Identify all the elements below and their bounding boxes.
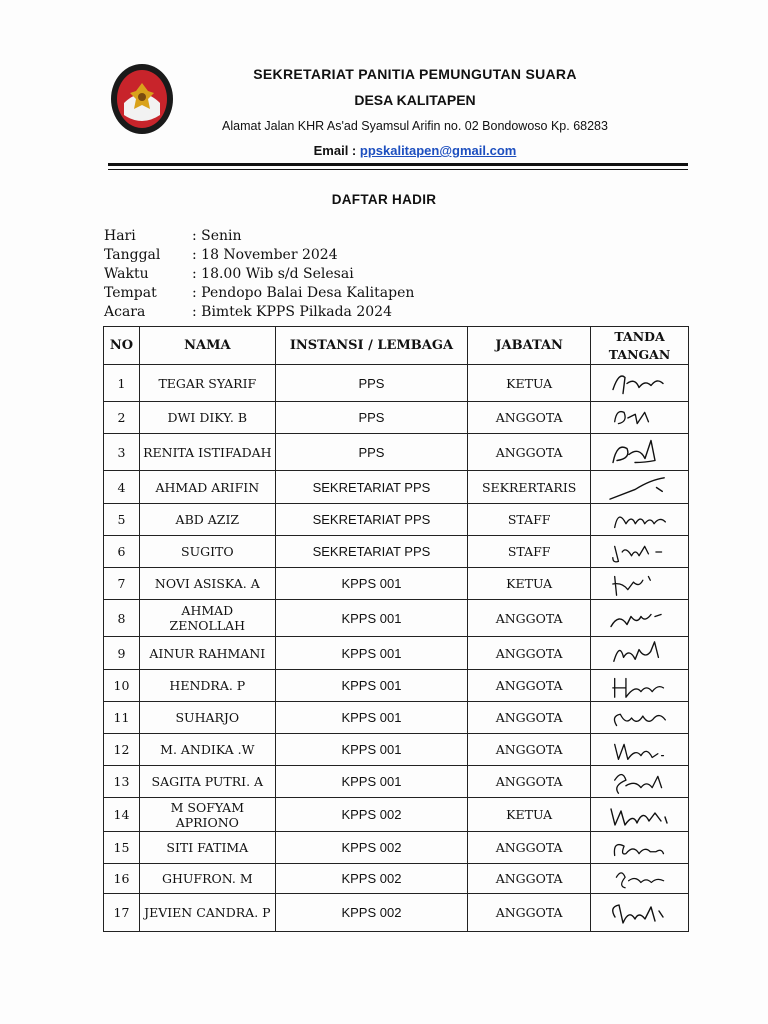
table-row [104,670,689,702]
info-label: Waktu [104,266,149,282]
row-nama: SITI FATIMA [139,832,275,864]
signature-mark [605,435,675,470]
row-signature [591,798,689,832]
row-signature [591,894,689,932]
info-value: : 18.00 Wib s/d Selesai [192,266,354,282]
signature-mark [605,403,675,433]
info-value: : Pendopo Balai Desa Kalitapen [192,285,415,301]
table-row [104,637,689,670]
row-instansi: PPS [275,365,468,402]
signature-mark [605,799,675,831]
row-jabatan: ANGGOTA [468,832,591,864]
row-instansi: KPPS 001 [275,766,468,798]
attendance-table [103,326,689,932]
row-number: 9 [104,637,140,670]
signature-mark [605,735,675,765]
row-instansi: KPPS 001 [275,702,468,734]
row-instansi: KPPS 001 [275,670,468,702]
row-number: 3 [104,434,140,471]
row-jabatan: ANGGOTA [468,766,591,798]
table-row [104,894,689,932]
row-signature [591,637,689,670]
row-number: 15 [104,832,140,864]
info-value: : Bimtek KPPS Pilkada 2024 [192,304,392,320]
row-number: 13 [104,766,140,798]
signature-mark [605,703,675,733]
row-nama: GHUFRON. M [139,864,275,894]
table-row [104,471,689,504]
row-signature [591,434,689,471]
row-instansi: PPS [275,434,468,471]
row-number: 10 [104,670,140,702]
header-nama: NAMA [139,327,275,365]
info-label: Acara [104,304,146,320]
row-number: 14 [104,798,140,832]
table-row [104,434,689,471]
row-signature [591,766,689,798]
header-jabatan: JABATAN [468,327,591,365]
signature-mark [605,569,675,599]
row-signature [591,536,689,568]
org-address: Alamat Jalan KHR As'ad Syamsul Arifin no. 02 Bondowoso Kp. 68283 [222,119,608,133]
table-row [104,734,689,766]
table-row [104,568,689,600]
row-jabatan: STAFF [468,536,591,568]
table-row [104,864,689,894]
row-jabatan: ANGGOTA [468,600,591,637]
row-signature [591,734,689,766]
row-instansi: KPPS 002 [275,894,468,932]
row-jabatan: ANGGOTA [468,894,591,932]
row-nama: JEVIEN CANDRA. P [139,894,275,932]
row-signature [591,670,689,702]
row-nama: SUHARJO [139,702,275,734]
table-row [104,365,689,402]
org-name: SEKRETARIAT PANITIA PEMUNGUTAN SUARA [253,66,577,82]
row-instansi: SEKRETARIAT PPS [275,471,468,504]
table-row [104,832,689,864]
document-title: DAFTAR HADIR [331,192,437,207]
row-jabatan: ANGGOTA [468,670,591,702]
row-number: 6 [104,536,140,568]
table-header-row [104,327,689,365]
header-no: NO [104,327,140,365]
row-signature [591,471,689,504]
email-link[interactable]: ppskalitapen@gmail.com [359,143,517,158]
row-instansi: KPPS 001 [275,600,468,637]
row-nama: TEGAR SYARIF [139,365,275,402]
row-number: 16 [104,864,140,894]
row-number: 4 [104,471,140,504]
row-instansi: KPPS 001 [275,734,468,766]
info-value: : 18 November 2024 [192,247,338,263]
row-jabatan: ANGGOTA [468,402,591,434]
table-row [104,702,689,734]
table-row [104,600,689,637]
row-nama: RENITA ISTIFADAH [139,434,275,471]
row-number: 7 [104,568,140,600]
row-nama: M SOFYAM APRIONO [139,798,275,832]
email-label: Email : [313,143,357,158]
row-signature [591,402,689,434]
row-instansi: KPPS 001 [275,637,468,670]
row-signature [591,600,689,637]
info-row [104,246,414,265]
signature-mark [605,537,675,567]
row-number: 11 [104,702,140,734]
row-instansi: SEKRETARIAT PPS [275,536,468,568]
row-jabatan: KETUA [468,798,591,832]
row-instansi: KPPS 002 [275,832,468,864]
row-signature [591,832,689,864]
row-jabatan: KETUA [468,365,591,402]
row-nama: AINUR RAHMANI [139,637,275,670]
row-nama: M. ANDIKA .W [139,734,275,766]
row-jabatan: ANGGOTA [468,637,591,670]
row-nama: DWI DIKY. B [139,402,275,434]
letterhead [190,66,640,158]
info-row [104,284,414,303]
row-jabatan: ANGGOTA [468,434,591,471]
row-jabatan: STAFF [468,504,591,536]
row-signature [591,864,689,894]
row-nama: NOVI ASISKA. A [139,568,275,600]
info-value: : Senin [192,228,242,244]
info-label: Hari [104,228,136,244]
row-number: 8 [104,600,140,637]
info-row [104,303,414,322]
kpu-logo [110,63,174,135]
row-nama: SAGITA PUTRI. A [139,766,275,798]
header-tanda-tangan: TANDA TANGAN [591,327,689,365]
table-row [104,766,689,798]
row-jabatan: ANGGOTA [468,734,591,766]
row-nama: AHMAD ZENOLLAH [139,600,275,637]
row-instansi: KPPS 002 [275,864,468,894]
info-label: Tanggal [104,247,161,263]
table-row [104,402,689,434]
row-number: 1 [104,365,140,402]
row-nama: SUGITO [139,536,275,568]
info-row [104,265,414,284]
signature-mark [605,895,675,931]
signature-mark [605,833,675,863]
row-jabatan: ANGGOTA [468,864,591,894]
row-instansi: PPS [275,402,468,434]
row-number: 17 [104,894,140,932]
signature-mark [605,638,675,669]
signature-mark [605,601,675,636]
header-rule-thick [108,163,688,166]
signature-mark [605,671,675,701]
signature-mark [605,865,675,893]
org-village: DESA KALITAPEN [354,92,476,108]
row-nama: ABD AZIZ [139,504,275,536]
row-instansi: SEKRETARIAT PPS [275,504,468,536]
signature-mark [605,505,675,535]
row-instansi: KPPS 002 [275,798,468,832]
info-label: Tempat [104,285,157,301]
info-row [104,227,414,246]
row-number: 5 [104,504,140,536]
row-signature [591,504,689,536]
row-nama: HENDRA. P [139,670,275,702]
row-instansi: KPPS 001 [275,568,468,600]
signature-mark [605,472,675,503]
row-signature [591,365,689,402]
row-signature [591,568,689,600]
table-row [104,504,689,536]
org-email-line [190,143,640,158]
header-instansi: INSTANSI / LEMBAGA [275,327,468,365]
meeting-info [104,227,414,322]
row-signature [591,702,689,734]
signature-mark [605,366,675,401]
row-number: 2 [104,402,140,434]
row-number: 12 [104,734,140,766]
row-nama: AHMAD ARIFIN [139,471,275,504]
row-jabatan: KETUA [468,568,591,600]
header-rule-thin [108,169,688,170]
row-jabatan: ANGGOTA [468,702,591,734]
table-row [104,798,689,832]
signature-mark [605,767,675,797]
table-row [104,536,689,568]
row-jabatan: SEKRERTARIS [468,471,591,504]
